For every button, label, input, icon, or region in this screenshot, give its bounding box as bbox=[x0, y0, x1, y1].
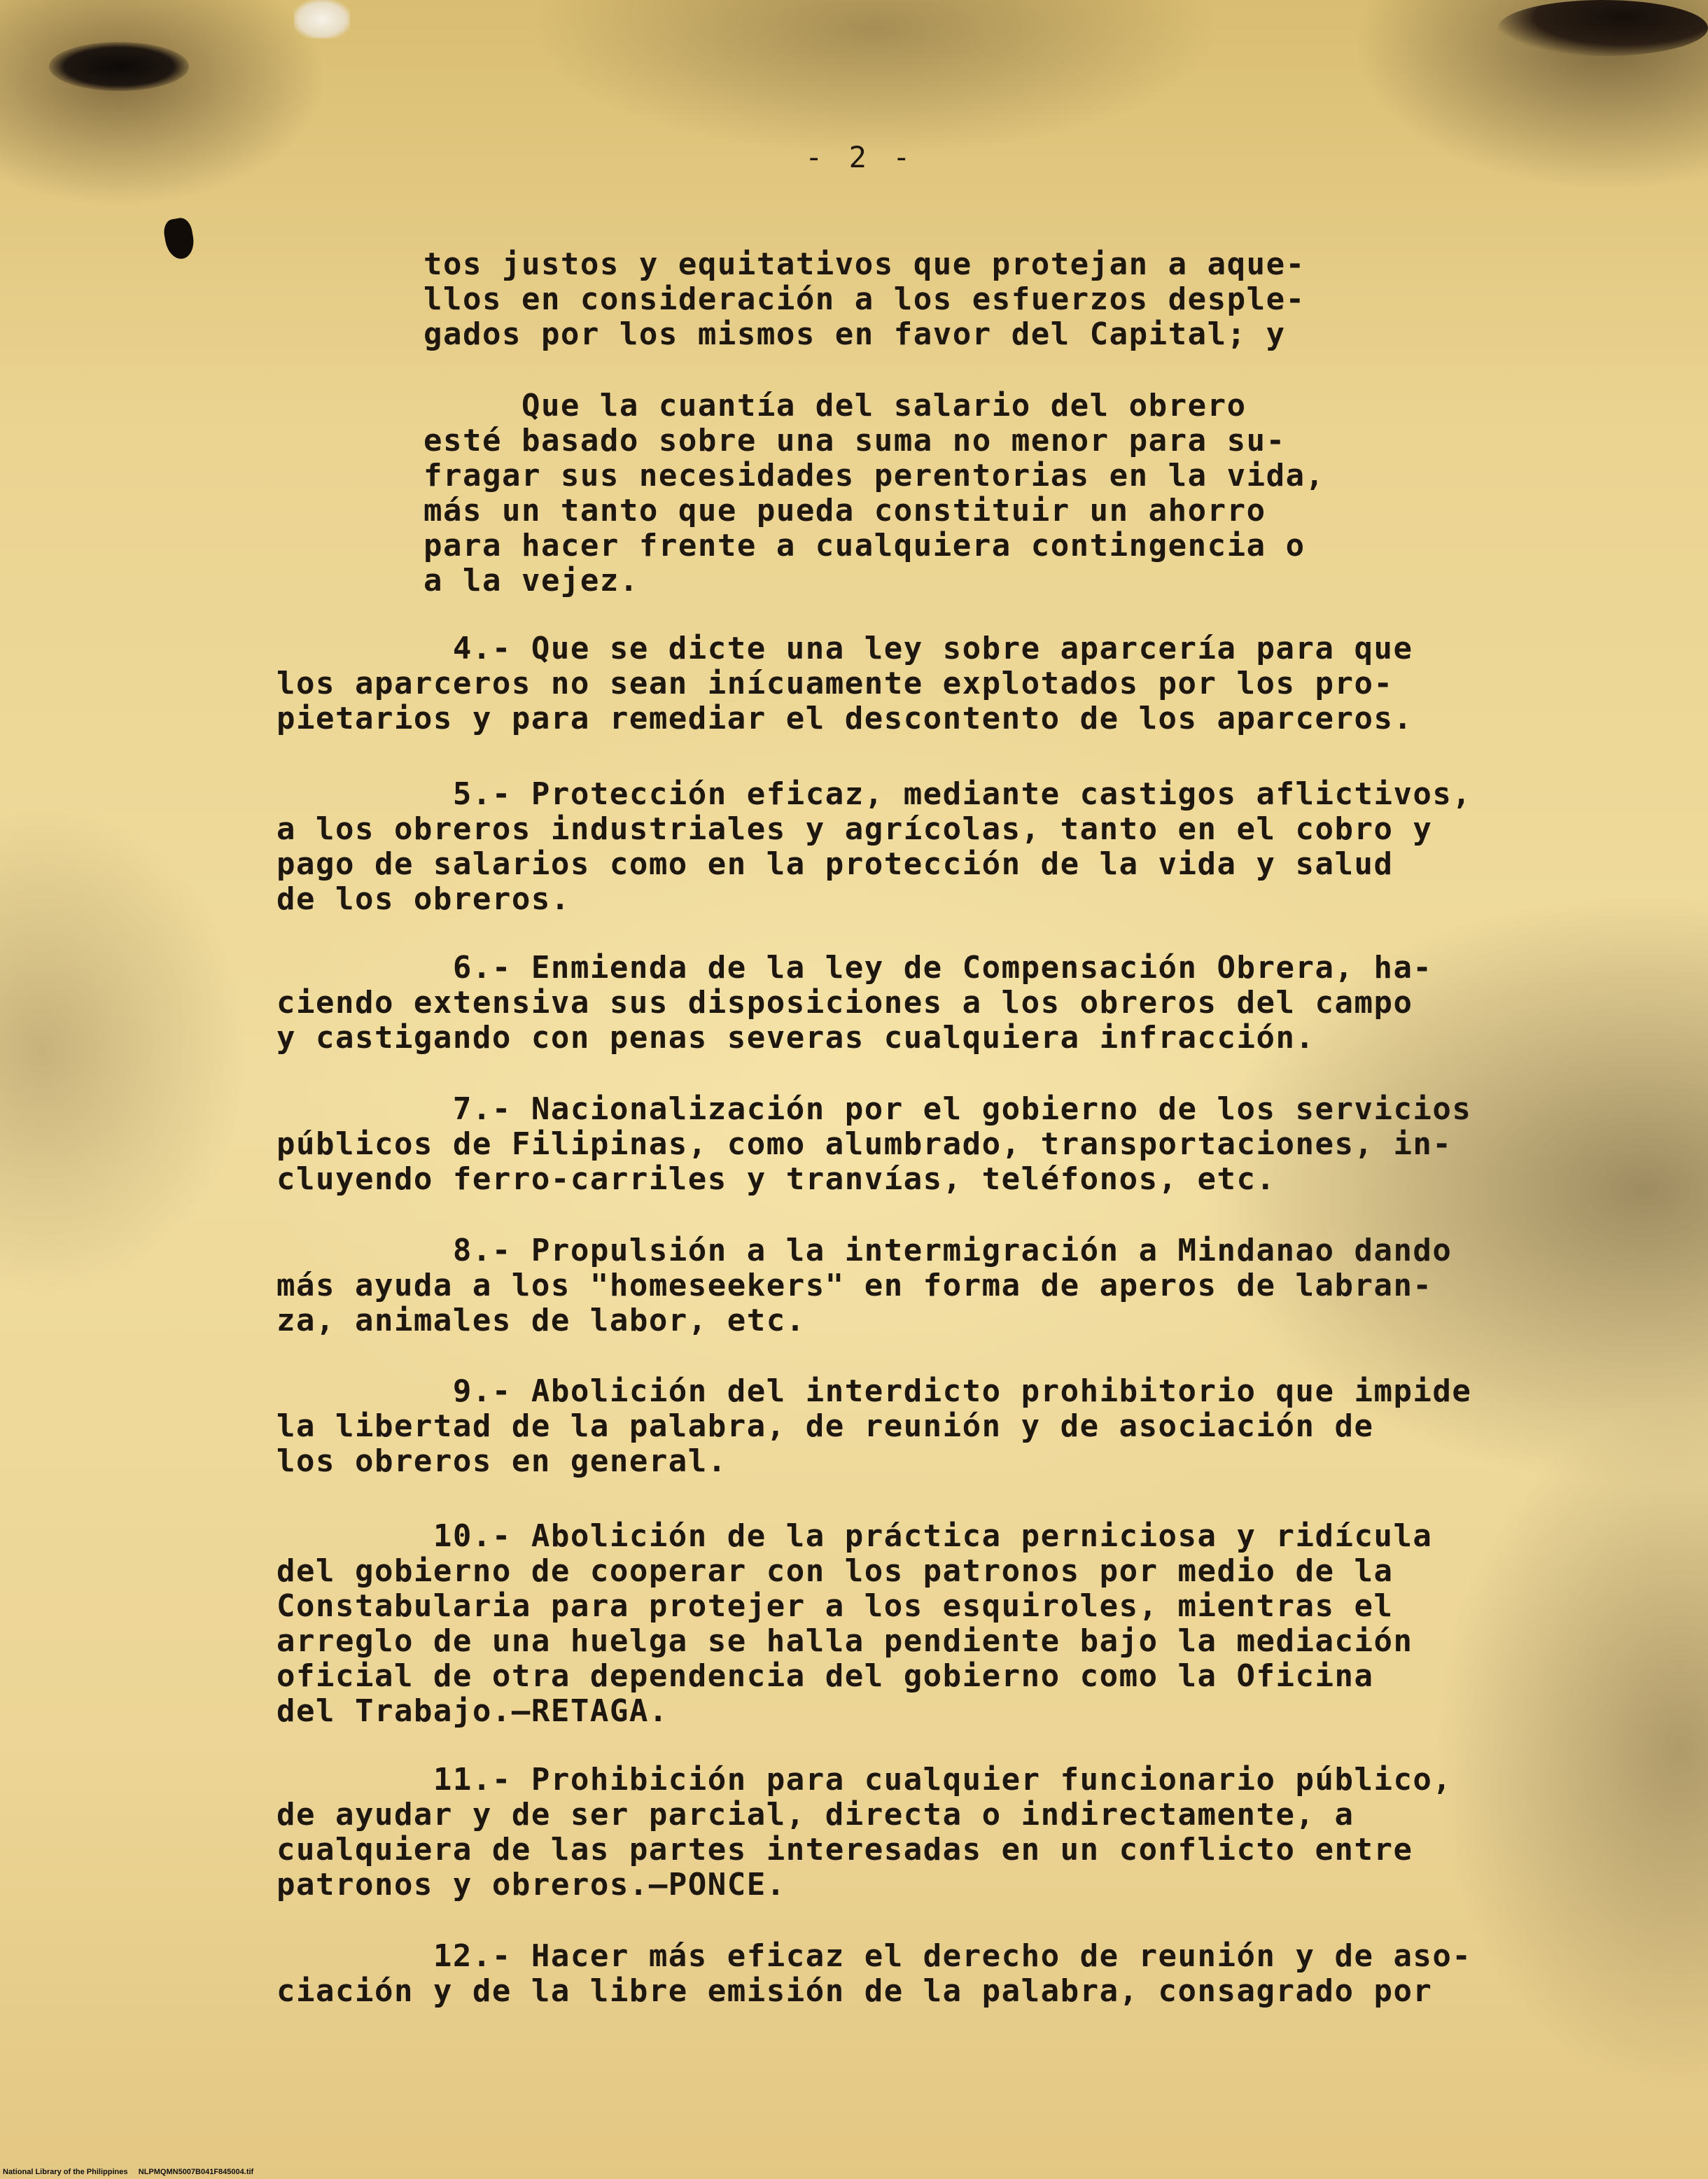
burn-corner-mark bbox=[1498, 0, 1708, 56]
paragraph-salary: Que la cuantía del salario del obrero esté basado sobre una suma no menor para su- fragar sus necesidades perentorias en la vida, más un tanto que pueda constituir un ahorro para hacer frente a cualquiera contingencia o a la vejez. bbox=[424, 388, 1325, 598]
archive-credit: National Library of the Philippines NLPMQMN5007B041F845004.tif bbox=[3, 2168, 254, 2176]
item-5-paragraph: 5.- Protección eficaz, mediante castigos aflictivos, a los obreros industriales y agrícolas, tanto en el cobro y pago de salarios como en la protección de la vida y salud de los obreros. bbox=[276, 776, 1472, 917]
burn-hole-mark bbox=[49, 42, 189, 91]
item-6-paragraph: 6.- Enmienda de la ley de Compensación Obrera, ha- ciendo extensiva sus disposiciones a los obreros del campo y castigando con penas severas cualquiera infracción. bbox=[276, 950, 1433, 1056]
item-12-paragraph: 12.- Hacer más eficaz el derecho de reunión y de aso- ciación y de la libre emisión de la palabra, consagrado por bbox=[276, 1938, 1472, 2009]
item-4-paragraph: 4.- Que se dicte una ley sobre aparcería para que los aparceros no sean inícuamente explotados por los pro- pietarios y para remediar el descontento de los aparceros. bbox=[276, 631, 1413, 736]
paragraph-continuation: tos justos y equitativos que protejan a aque- llos en consideración a los esfuerzos desple- gados por los mismos en favor del Capital; y bbox=[424, 246, 1306, 352]
paper-tear-mark bbox=[294, 0, 350, 38]
item-7-paragraph: 7.- Nacionalización por el gobierno de los servicios públicos de Filipinas, como alumbrado, transportaciones, in- cluyendo ferro-carriles y tranvías, teléfonos, etc. bbox=[276, 1091, 1472, 1197]
page-number: - 2 - bbox=[805, 140, 915, 174]
item-10-paragraph: 10.- Abolición de la práctica perniciosa y ridícula del gobierno de cooperar con los patronos por medio de la Constabularia para protejer a los esquiroles, mientras el arreglo de una huelga se halla pendiente bajo la mediación oficial de otra dependencia del gobierno como la Oficina del Trabajo.—RETAGA. bbox=[276, 1518, 1433, 1729]
item-8-paragraph: 8.- Propulsión a la intermigración a Mindanao dando más ayuda a los "homeseekers" en forma de aperos de labran- za, animales de labor, etc. bbox=[276, 1233, 1452, 1338]
ink-drop-mark bbox=[162, 216, 196, 261]
item-9-paragraph: 9.- Abolición del interdicto prohibitorio que impide la libertad de la palabra, de reunión y de asociación de los obreros en general. bbox=[276, 1373, 1472, 1479]
item-11-paragraph: 11.- Prohibición para cualquier funcionario público, de ayudar y de ser parcial, directa o indirectamente, a cualquiera de las partes interesadas en un conflicto entre patronos y obreros.—PONCE. bbox=[276, 1762, 1452, 1903]
